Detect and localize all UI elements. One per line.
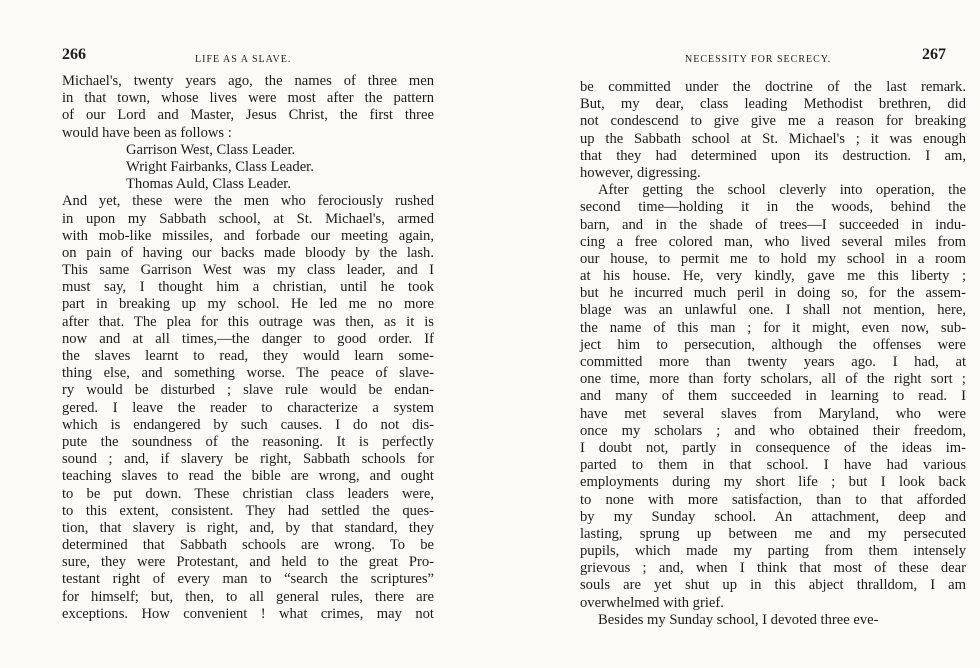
- text-line: part in breaking up my school. He led me no more: [62, 296, 434, 313]
- text-line: thing else, and something worse. The peace of slave-: [62, 365, 434, 382]
- text-line: at his house. He, very kindly, gave me this liberty ;: [580, 268, 966, 285]
- text-line: Besides my Sunday school, I devoted three eve-: [598, 611, 879, 628]
- text-line: to this extent, consistent. They had settled the ques-: [62, 502, 434, 519]
- text-line: with mob-like missiles, and forbade our meeting again,: [62, 227, 434, 244]
- text-line: employments during my short life ; but I look back: [580, 474, 966, 491]
- text-line: Michael's, twenty years ago, the names of three men: [62, 73, 434, 89]
- text-line: After getting the school cleverly into operation, the: [598, 182, 966, 199]
- text-line: barn, and in the shade of trees—I succeeded in indu-: [580, 216, 966, 233]
- right-page-number: 267: [922, 46, 946, 63]
- text-line: have met several slaves from Maryland, who were: [580, 405, 966, 422]
- text-line: which is endangered by such causes. I do not dis-: [62, 416, 434, 433]
- text-line: Wright Fairbanks, Class Leader.: [126, 158, 314, 175]
- right-text-block: [580, 79, 966, 629]
- text-line: however, digressing.: [580, 164, 701, 181]
- left-page-number: 266: [62, 46, 86, 63]
- text-line: on pain of having our backs made bloody by the lash.: [62, 244, 434, 261]
- text-line: the slaves learnt to read, they would learn some-: [62, 348, 434, 364]
- text-line: up the Sabbath school at St. Michael's ; it was enough: [580, 130, 966, 147]
- text-line: after that. The plea for this outrage was then, as it is: [62, 313, 434, 330]
- text-line: teaching slaves to read the bible are wrong, and ought: [62, 468, 434, 485]
- right-page: [490, 0, 980, 668]
- text-line: sure, they were Protestant, and held to the great Pro-: [62, 554, 434, 571]
- text-line: blage was an unlawful one. I shall not mention, here,: [580, 302, 966, 319]
- text-line: of our Lord and Master, Jesus Christ, the first three: [62, 107, 434, 124]
- text-line: by my Sunday school. An attachment, deep and: [580, 508, 966, 525]
- text-line: ject him to persecution, although the offenses were: [580, 336, 966, 353]
- text-line: in upon my Sabbath school, at St. Michael's, armed: [62, 210, 434, 227]
- text-line: for himself; but, then, to all general rules, there are: [62, 588, 434, 605]
- text-line: our house, to permit me to hold my school in a room: [580, 250, 966, 267]
- text-line: pute the soundness of the reasoning. It is perfectly: [62, 433, 434, 450]
- text-line: must say, I thought him a christian, until he took: [62, 279, 434, 296]
- text-line: gered. I leave the reader to characterize a system: [62, 399, 434, 416]
- text-line: Thomas Auld, Class Leader.: [126, 176, 291, 193]
- text-line: Garrison West, Class Leader.: [126, 141, 296, 158]
- text-line: ry would be disturbed ; slave rule would be endan-: [62, 382, 434, 399]
- text-line: once my scholars ; and who obtained their freedom,: [580, 422, 966, 439]
- text-line: I doubt not, partly in consequence of the ideas im-: [580, 439, 966, 456]
- text-line: But, my dear, class leading Methodist brethren, did: [580, 96, 966, 113]
- text-line: cing a free colored man, who lived several miles from: [580, 233, 966, 250]
- left-text-block: [62, 73, 434, 623]
- text-line: tion, that slavery is right, and, by that standard, they: [62, 519, 434, 536]
- text-line: testant right of every man to “search the scriptures”: [62, 571, 434, 588]
- text-line: second time—holding it in the woods, behind the: [580, 199, 966, 216]
- right-running-head: NECESSITY FOR SECRECY.: [685, 54, 832, 65]
- text-line: would have been as follows :: [62, 124, 232, 141]
- text-line: now and at all times,—the danger to good order. If: [62, 330, 434, 347]
- text-line: grievous ; and, when I think that most of these dear: [580, 560, 966, 577]
- text-line: And yet, these were the men who ferociously rushed: [62, 193, 434, 210]
- text-line: to none with more satisfaction, than to that afforded: [580, 491, 966, 508]
- text-line: lasting, sprung up between me and my persecuted: [580, 525, 966, 542]
- text-line: souls are yet shut up in this abject thralldom, I am: [580, 577, 966, 594]
- text-line: to be put down. These christian class leaders were,: [62, 485, 434, 502]
- text-line: not condescend to give give me a reason for breaking: [580, 113, 966, 130]
- text-line: overwhelmed with grief.: [580, 594, 724, 611]
- text-line: that they had determined upon its destruction. I am,: [580, 147, 966, 164]
- text-line: committed more than twenty years ago. I had, at: [580, 354, 966, 370]
- text-line: sound ; and, if slavery be right, Sabbath schools for: [62, 451, 434, 468]
- text-line: determined that Sabbath schools are wrong. To be: [62, 537, 434, 554]
- text-line: and many of them succeeded in learning to read. I: [580, 388, 966, 405]
- text-line: one time, more than forty scholars, all of the right sort ;: [580, 371, 966, 388]
- text-line: but he incurred much peril in doing so, for the assem-: [580, 285, 966, 302]
- text-line: the name of this man ; for it might, even now, sub-: [580, 319, 966, 336]
- text-line: This same Garrison West was my class leader, and I: [62, 262, 434, 279]
- text-line: pupils, which made my parting from them intensely: [580, 543, 966, 560]
- text-line: in that town, whose lives were most after the pattern: [62, 90, 434, 107]
- text-line: exceptions. How convenient ! what crimes, may not: [62, 605, 434, 622]
- text-line: be committed under the doctrine of the last remark.: [580, 79, 966, 95]
- text-line: parted to them in that school. I have had various: [580, 457, 966, 474]
- left-running-head: LIFE AS A SLAVE.: [195, 54, 292, 65]
